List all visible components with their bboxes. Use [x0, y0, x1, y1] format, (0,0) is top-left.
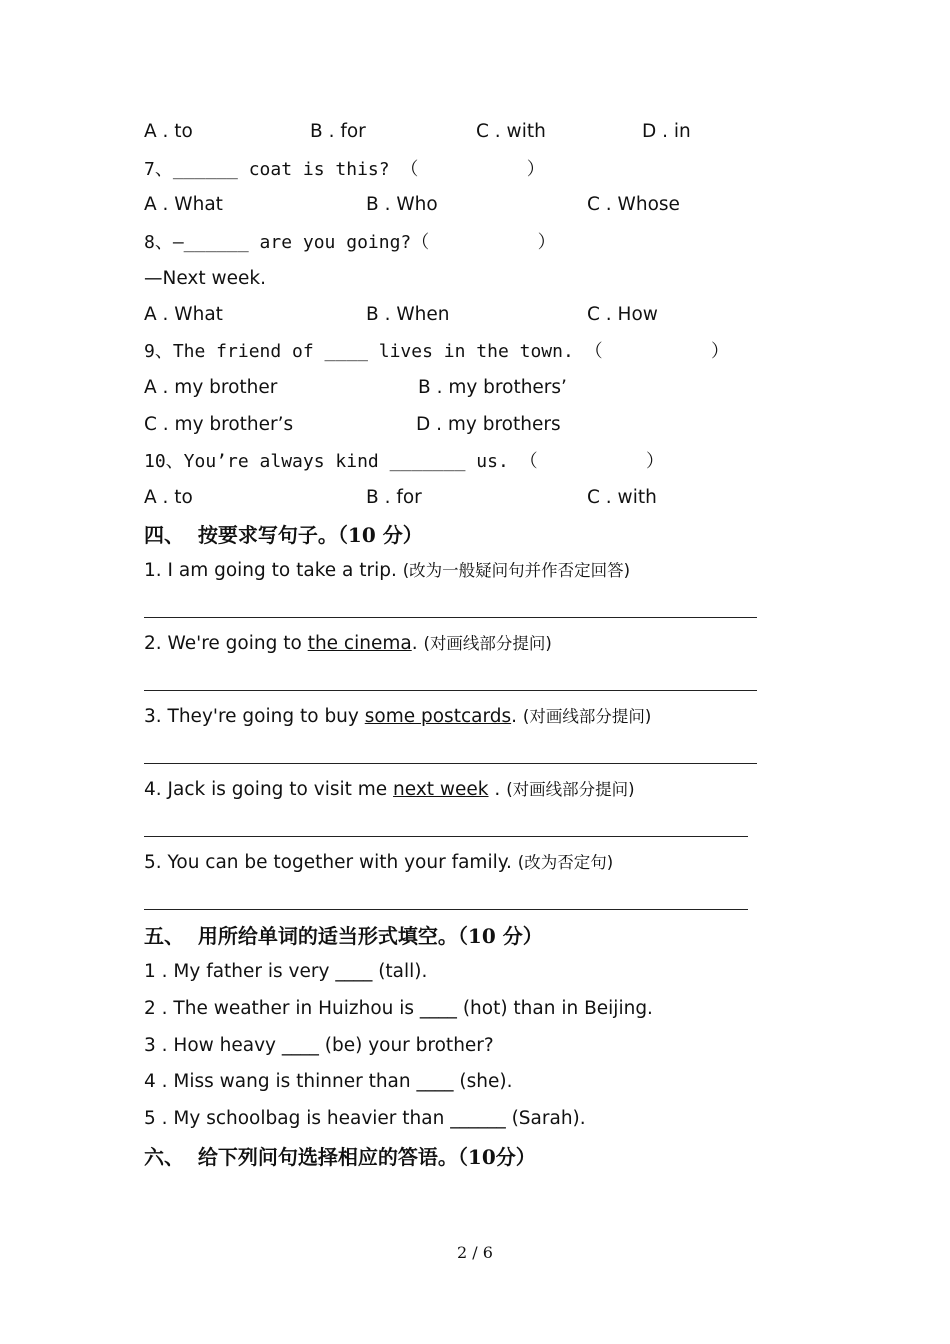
q6-option-a: A . to [144, 121, 193, 142]
q6-option-d: D . in [642, 121, 691, 142]
s5-item-3: 3 . How heavy ____ (be) your brother? [144, 1035, 494, 1056]
q6-option-b: B . for [310, 121, 366, 142]
q8-option-b: B . When [366, 304, 450, 325]
q7-option-c: C . Whose [587, 194, 680, 215]
s4-item-2: 2. We're going to the cinema. (对画线部分提问) [144, 633, 552, 654]
q8-option-a: A . What [144, 304, 223, 325]
q7-stem: 7、______ coat is this? （ ） [144, 159, 545, 180]
answer-line-2[interactable] [144, 690, 757, 691]
q9-option-c: C . my brother’s [144, 414, 294, 435]
section-6-heading: 六、 给下列问句选择相应的答语。（10分） [144, 1145, 536, 1169]
q6-option-c: C . with [476, 121, 546, 142]
q10-stem: 10、You’re always kind _______ us. （ ） [144, 451, 664, 472]
answer-line-5[interactable] [144, 909, 748, 910]
q10-option-c: C . with [587, 487, 657, 508]
q7-option-a: A . What [144, 194, 223, 215]
q7-option-b: B . Who [366, 194, 438, 215]
q9-option-a: A . my brother [144, 377, 278, 398]
s4-item-5: 5. You can be together with your family. (改为否定句) [144, 852, 614, 873]
s4-item-3: 3. They're going to buy some postcards. (对画线部分提问) [144, 706, 652, 727]
s4-item-4: 4. Jack is going to visit me next week . (对画线部分提问) [144, 779, 635, 800]
section-5-heading: 五、 用所给单词的适当形式填空。（10 分） [144, 924, 543, 948]
q8-option-c: C . How [587, 304, 658, 325]
q9-option-b: B . my brothers’ [418, 377, 567, 398]
answer-line-1[interactable] [144, 617, 757, 618]
s5-item-1: 1 . My father is very ____ (tall). [144, 961, 428, 982]
q8-answer-line: —Next week. [144, 268, 266, 289]
q9-option-d: D . my brothers [416, 414, 561, 435]
q8-stem: 8、—______ are you going?（ ） [144, 232, 556, 253]
q10-option-b: B . for [366, 487, 422, 508]
answer-line-3[interactable] [144, 763, 757, 764]
s5-item-5: 5 . My schoolbag is heavier than ______ (Sarah). [144, 1108, 586, 1129]
answer-line-4[interactable] [144, 836, 748, 837]
page-number: 2 / 6 [457, 1243, 493, 1262]
q9-stem: 9、The friend of ____ lives in the town. （ ） [144, 341, 730, 362]
s4-item-1: 1. I am going to take a trip. (改为一般疑问句并作否定回答) [144, 560, 631, 581]
s5-item-2: 2 . The weather in Huizhou is ____ (hot) than in Beijing. [144, 998, 653, 1019]
section-4-heading: 四、 按要求写句子。（10 分） [144, 523, 423, 547]
q10-option-a: A . to [144, 487, 193, 508]
s5-item-4: 4 . Miss wang is thinner than ____ (she). [144, 1071, 513, 1092]
